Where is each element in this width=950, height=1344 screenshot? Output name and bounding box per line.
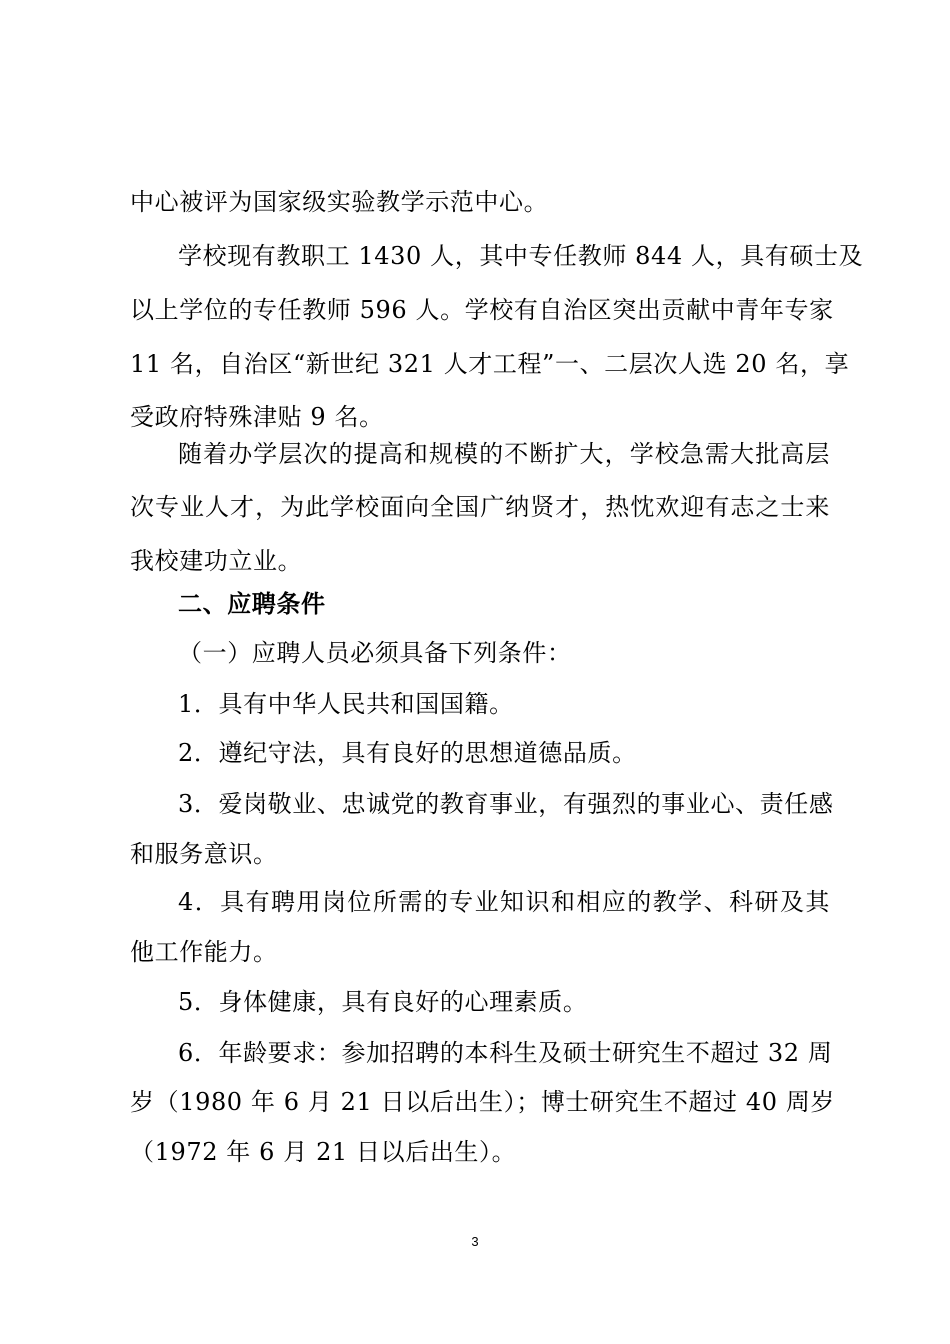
text-line: （1972 年 6 月 21 日以后出生）。 — [130, 1138, 517, 1166]
text-line: 岁（1980 年 6 月 21 日以后出生）；博士研究生不超过 40 周岁 — [130, 1088, 836, 1116]
text-line: 4．具有聘用岗位所需的专业知识和相应的教学、科研及其 — [178, 888, 830, 916]
text-line: （一）应聘人员必须具备下列条件： — [178, 639, 572, 667]
text-line: 2．遵纪守法，具有良好的思想道德品质。 — [178, 739, 637, 767]
text-line: 3．爱岗敬业、忠诚党的教育事业，有强烈的事业心、责任感 — [178, 790, 834, 818]
text-line: 学校现有教职工 1430 人，其中专任教师 844 人，具有硕士及 — [178, 242, 864, 270]
text-line: 以上学位的专任教师 596 人。学校有自治区突出贡献中青年专家 — [130, 296, 834, 324]
section-heading: 二、应聘条件 — [178, 589, 326, 618]
text-line: 他工作能力。 — [130, 938, 278, 966]
text-line: 随着办学层次的提高和规模的不断扩大，学校急需大批高层 — [178, 440, 830, 468]
text-line: 中心被评为国家级实验教学示范中心。 — [130, 188, 549, 216]
page-number: 3 — [471, 1234, 479, 1249]
text-line: 次专业人才，为此学校面向全国广纳贤才，热忱欢迎有志之士来 — [130, 493, 830, 521]
text-line: 1．具有中华人民共和国国籍。 — [178, 690, 514, 718]
text-line: 和服务意识。 — [130, 840, 278, 868]
text-line: 11 名，自治区“新世纪 321 人才工程”一、二层次人选 20 名，享 — [130, 350, 850, 378]
text-line: 受政府特殊津贴 9 名。 — [130, 403, 384, 431]
text-line: 我校建功立业。 — [130, 547, 303, 575]
text-line: 6．年龄要求：参加招聘的本科生及硕士研究生不超过 32 周 — [178, 1039, 833, 1067]
text-line: 5．身体健康，具有良好的心理素质。 — [178, 988, 588, 1016]
